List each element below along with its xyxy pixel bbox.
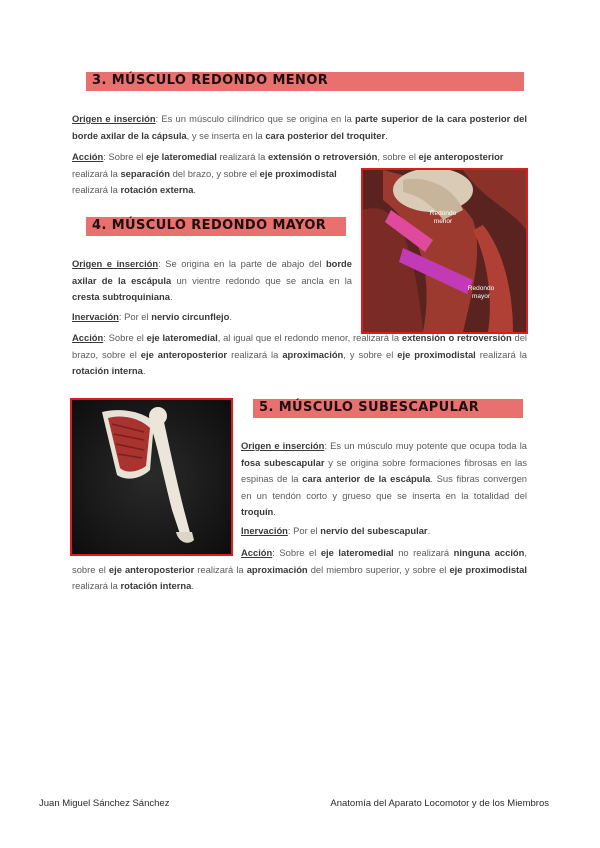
bold-term: separación [120,167,170,179]
text: : Es un músculo cilíndrico que se origina en la [155,113,356,124]
bold-term: rotación interna [72,365,143,376]
origen-label: Origen e inserción [241,440,325,451]
bold-term: eje anteroposterior [140,348,228,360]
text: . Sus fibras convergen en un tendón corto y grueso que se inserta en la totalidad del [241,473,527,501]
section-3-heading [86,72,524,91]
label-redondo-menor: Redondo menor [429,210,457,225]
text: , sobre el [377,151,419,162]
bold-term: cara posterior del troquiter [265,129,386,141]
bold-term: eje proximodistal [449,563,527,575]
section-5-title: 5. MÚSCULO SUBESCAPULAR [259,400,480,415]
bold-term: extensión o retroversión [267,151,378,162]
text: : Por el [118,311,152,322]
text: , sobre el [72,547,527,575]
text: : Es un músculo muy potente que ocupa toda la [324,440,527,451]
bold-term: eje anteroposterior [108,563,195,575]
text: . [273,506,276,517]
section-5-inervacion-paragraph [241,523,527,540]
bold-term: cara anterior de la escápula [302,473,431,484]
text: . [193,184,197,195]
bold-term: eje lateromedial [320,547,394,558]
text: del brazo, sobre el [72,332,528,360]
section-5-heading [253,399,523,418]
text: un vientre redondo que se ancla en la [171,274,352,286]
text: . [142,365,146,376]
text: no realizará [393,547,454,558]
section-3-title: 3. MÚSCULO REDONDO MENOR [92,73,329,88]
text: : Sobre el [103,332,147,343]
section-5-origen-paragraph [241,438,527,521]
text: , al igual que el redondo menor, realizará la [217,332,402,343]
shoulder-posterior-image [361,168,528,334]
text: : Sobre el [272,547,321,558]
text: : Sobre el [103,151,146,162]
text: , y se inserta en la [186,129,266,141]
text: realizará la [72,184,121,195]
bold-term: cresta subtroquiniana [72,291,170,302]
bold-term: extensión o retroversión [401,332,512,343]
text: realizará la [72,580,121,591]
text: realizará la [475,348,528,360]
bold-term: fosa subescapular [241,456,325,468]
text: : Por el [287,525,321,536]
bold-term: troquín [241,506,274,517]
text: realizará la [227,348,283,360]
text: . [385,129,388,141]
bold-term: eje proximodistal [259,167,337,179]
text: del miembro superior, y sobre el [307,563,450,575]
origen-label: Origen e inserción [72,113,156,124]
text: realizará la [72,167,121,179]
label-redondo-mayor: Redondo mayor [467,285,495,300]
bold-term: parte superior de la cara posterior del borde axilar de la cápsula [72,113,527,141]
footer-author: Juan Miguel Sánchez Sánchez [39,798,170,809]
bold-term: eje lateromedial [146,332,218,343]
text: . [191,580,194,591]
text: : Se origina en la parte de abajo del [158,258,326,269]
text: , y sobre el [343,348,398,360]
bold-term: borde axilar de la escápula [72,258,352,286]
text: y se origina sobre formaciones fibrosas en las espinas de la [241,456,528,484]
accion-label: Acción [241,547,273,558]
text: del brazo, y sobre el [169,167,260,179]
bold-term: eje anteroposterior [418,151,504,162]
bold-term: ninguna acción [453,547,525,558]
bold-term: aproximación [282,348,344,360]
text: . [169,291,173,302]
bold-term: eje lateromedial [146,151,217,162]
shoulder-muscle-illustration [363,170,526,332]
section-4-heading [86,217,346,236]
bold-term: nervio del subescapular [320,525,428,536]
text: realizará la [194,563,247,575]
bold-term: rotación interna [120,580,192,591]
section-4-accion-paragraph [72,330,527,380]
bold-term: eje proximodistal [397,348,476,360]
subscapularis-illustration [72,400,231,554]
bold-term: aproximación [246,563,308,575]
text: . [427,525,431,536]
section-5-accion-paragraph [72,545,527,595]
origen-label: Origen e inserción [72,258,159,269]
accion-label: Acción [72,151,104,162]
section-3-origen-paragraph [72,111,527,144]
subscapularis-image [70,398,233,556]
section-4-title: 4. MÚSCULO REDONDO MAYOR [92,218,327,233]
text: . [229,311,232,322]
section-4-origen-paragraph [72,256,352,306]
section-4-inervacion-paragraph [72,309,352,326]
bold-term: nervio circunflejo [151,311,230,322]
accion-label: Acción [72,332,104,343]
text: realizará la [216,151,268,162]
inervacion-label: Inervación [72,311,119,322]
inervacion-label: Inervación [241,525,288,536]
bold-term: rotación externa [120,184,194,195]
footer-subject: Anatomía del Aparato Locomotor y de los Miembros [330,798,549,809]
